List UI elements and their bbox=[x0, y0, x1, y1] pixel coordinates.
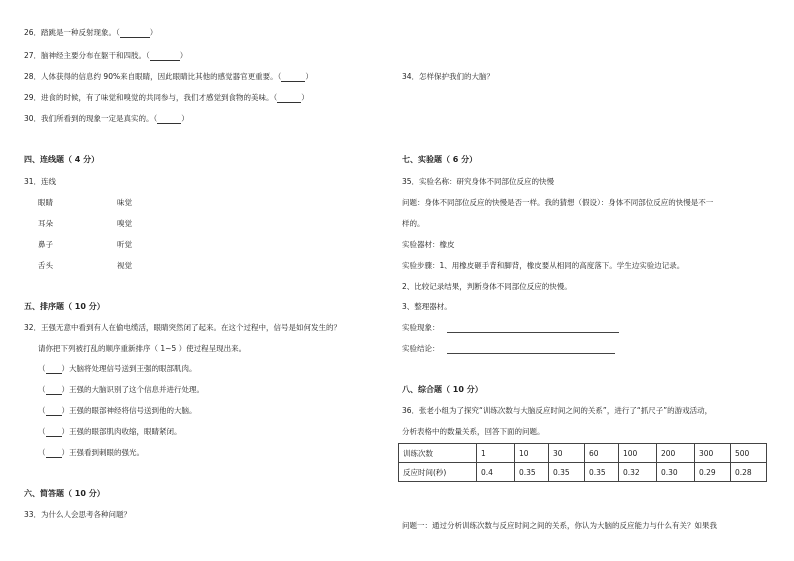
paren-open: （ bbox=[38, 406, 46, 415]
experiment-conclusion-label: 实验结论： bbox=[402, 344, 440, 353]
table-cell: 0.29 bbox=[695, 463, 731, 482]
answer-blank[interactable] bbox=[281, 73, 305, 82]
paren-open: （ bbox=[38, 385, 46, 394]
table-header-cell: 训练次数 bbox=[399, 444, 477, 463]
experiment-step-2: 2、比较记录结果，判断身体不同部位反应的快慢。 bbox=[402, 282, 572, 291]
experiment-phenomenon-label: 实验现象： bbox=[402, 323, 440, 332]
sense-sight[interactable]: 视觉 bbox=[117, 261, 132, 270]
section-7-title: 七、实验题（ 6 分） bbox=[402, 155, 478, 164]
training-data-table bbox=[398, 443, 767, 482]
conclusion-answer-line[interactable] bbox=[447, 353, 615, 354]
experiment-step-3: 3、整理器材。 bbox=[402, 302, 452, 311]
section-4-title: 四、连线题（ 4 分） bbox=[24, 155, 100, 164]
paren-open: （ bbox=[38, 448, 46, 457]
order-item bbox=[38, 364, 197, 374]
question-36-part-1: 问题一：通过分析训练次数与反应时间之间的关系，你认为大脑的反应能力与什么有关？如果我 bbox=[402, 521, 717, 530]
order-text: 王强的眼部神经将信号送到他的大脑。 bbox=[69, 406, 197, 415]
answer-blank[interactable] bbox=[120, 29, 150, 38]
question-32: 32．王强无意中看到有人在偷电缆活，眼睛突然闭了起来。在这个过程中，信号是如何发生的？ bbox=[24, 323, 342, 332]
order-item bbox=[38, 385, 204, 395]
paren-close: ） bbox=[61, 364, 69, 373]
judgement-item-30 bbox=[24, 114, 189, 124]
experiment-problem-cont: 样的。 bbox=[402, 219, 425, 228]
table-cell: 0.4 bbox=[477, 463, 515, 482]
judgement-text: 27．脑神经主要分布在躯干和四肢。（ bbox=[24, 51, 150, 60]
phenomenon-answer-line[interactable] bbox=[447, 332, 619, 333]
order-item bbox=[38, 406, 197, 416]
section-6-title: 六、简答题（ 10 分） bbox=[24, 489, 105, 498]
judgement-text: 29．进食的时候，有了味觉和嗅觉的共同参与，我们才感觉到食物的美味。（ bbox=[24, 93, 278, 102]
organ-ear[interactable]: 耳朵 bbox=[38, 219, 53, 228]
table-cell: 300 bbox=[695, 444, 731, 463]
table-cell: 0.35 bbox=[585, 463, 619, 482]
order-blank[interactable] bbox=[46, 407, 62, 416]
table-cell: 100 bbox=[619, 444, 657, 463]
question-33: 33．为什么人会思考各种问题？ bbox=[24, 510, 132, 519]
judgement-close: ） bbox=[179, 51, 188, 60]
table-cell: 0.35 bbox=[515, 463, 549, 482]
table-cell: 1 bbox=[477, 444, 515, 463]
table-cell: 60 bbox=[585, 444, 619, 463]
table-cell: 0.28 bbox=[731, 463, 767, 482]
paren-close: ） bbox=[61, 385, 69, 394]
question-36: 36．张老小组为了探究“训练次数与大脑反应时间之间的关系”，进行了“抓尺子”的游戏活动， bbox=[402, 406, 713, 415]
organ-eye[interactable]: 眼睛 bbox=[38, 198, 53, 207]
order-item bbox=[38, 427, 182, 437]
judgement-close: ） bbox=[149, 28, 158, 37]
table-cell: 30 bbox=[549, 444, 585, 463]
question-31: 31．连线 bbox=[24, 177, 57, 186]
sense-taste[interactable]: 味觉 bbox=[117, 198, 132, 207]
paren-open: （ bbox=[38, 427, 46, 436]
answer-blank[interactable] bbox=[157, 115, 181, 124]
paren-open: （ bbox=[38, 364, 46, 373]
section-5-title: 五、排序题（ 10 分） bbox=[24, 302, 105, 311]
question-35: 35．实验名称：研究身体不同部位反应的快慢 bbox=[402, 177, 555, 186]
order-text: 大脑将处理信号送到王强的眼部肌肉。 bbox=[69, 364, 197, 373]
paren-close: ） bbox=[61, 406, 69, 415]
judgement-close: ） bbox=[301, 93, 309, 102]
organ-tongue[interactable]: 舌头 bbox=[38, 261, 53, 270]
judgement-close: ） bbox=[181, 114, 189, 123]
order-text: 王强看到刺眼的强光。 bbox=[69, 448, 144, 457]
table-row bbox=[399, 444, 767, 463]
order-blank[interactable] bbox=[46, 428, 62, 437]
judgement-item-26 bbox=[24, 28, 157, 38]
table-cell: 0.30 bbox=[657, 463, 695, 482]
paren-close: ） bbox=[61, 427, 69, 436]
table-cell: 0.32 bbox=[619, 463, 657, 482]
question-34: 34．怎样保护我们的大脑？ bbox=[402, 72, 495, 81]
judgement-close: ） bbox=[305, 72, 313, 81]
answer-blank[interactable] bbox=[277, 94, 301, 103]
judgement-item-29 bbox=[24, 93, 309, 103]
order-text: 王强的大脑识别了这个信息并进行处理。 bbox=[69, 385, 204, 394]
order-blank[interactable] bbox=[46, 386, 62, 395]
section-8-title: 八、综合题（ 10 分） bbox=[402, 385, 483, 394]
experiment-step-1: 实验步骤：1、用橡皮砸手背和脚背，橡皮要从相同的高度落下。学生边实验边记录。 bbox=[402, 261, 685, 270]
table-cell: 500 bbox=[731, 444, 767, 463]
question-36-cont: 分析表格中的数量关系，回答下面的问题。 bbox=[402, 427, 545, 436]
experiment-materials: 实验器材：橡皮 bbox=[402, 240, 455, 249]
sense-smell[interactable]: 嗅觉 bbox=[117, 219, 132, 228]
organ-nose[interactable]: 鼻子 bbox=[38, 240, 53, 249]
order-blank[interactable] bbox=[46, 449, 62, 458]
judgement-text: 28．人体获得的信息约 90%来自眼睛，因此眼睛比其他的感觉器官更重要。（ bbox=[24, 72, 282, 81]
table-row bbox=[399, 463, 767, 482]
sense-hearing[interactable]: 听觉 bbox=[117, 240, 132, 249]
table-cell: 0.35 bbox=[549, 463, 585, 482]
table-cell: 10 bbox=[515, 444, 549, 463]
question-32-instruction: 请你把下列被打乱的顺序重新排序（ 1~5 ）使过程呈现出来。 bbox=[38, 344, 247, 353]
judgement-text: 26．踏跳是一种反射现象。（ bbox=[24, 28, 120, 37]
order-blank[interactable] bbox=[46, 365, 62, 374]
order-text: 王强的眼部肌肉收缩，眼睛紧闭。 bbox=[69, 427, 182, 436]
answer-blank[interactable] bbox=[150, 52, 180, 61]
judgement-item-27 bbox=[24, 51, 187, 61]
order-item bbox=[38, 448, 144, 458]
experiment-problem: 问题：身体不同部位反应的快慢是否一样。我的猜想（假设）：身体不同部位反应的快慢是不一 bbox=[402, 198, 714, 207]
table-cell: 200 bbox=[657, 444, 695, 463]
paren-close: ） bbox=[61, 448, 69, 457]
judgement-text: 30．我们所看到的现象一定是真实的。（ bbox=[24, 114, 158, 123]
judgement-item-28 bbox=[24, 72, 313, 82]
table-header-cell: 反应时间(秒) bbox=[399, 463, 477, 482]
